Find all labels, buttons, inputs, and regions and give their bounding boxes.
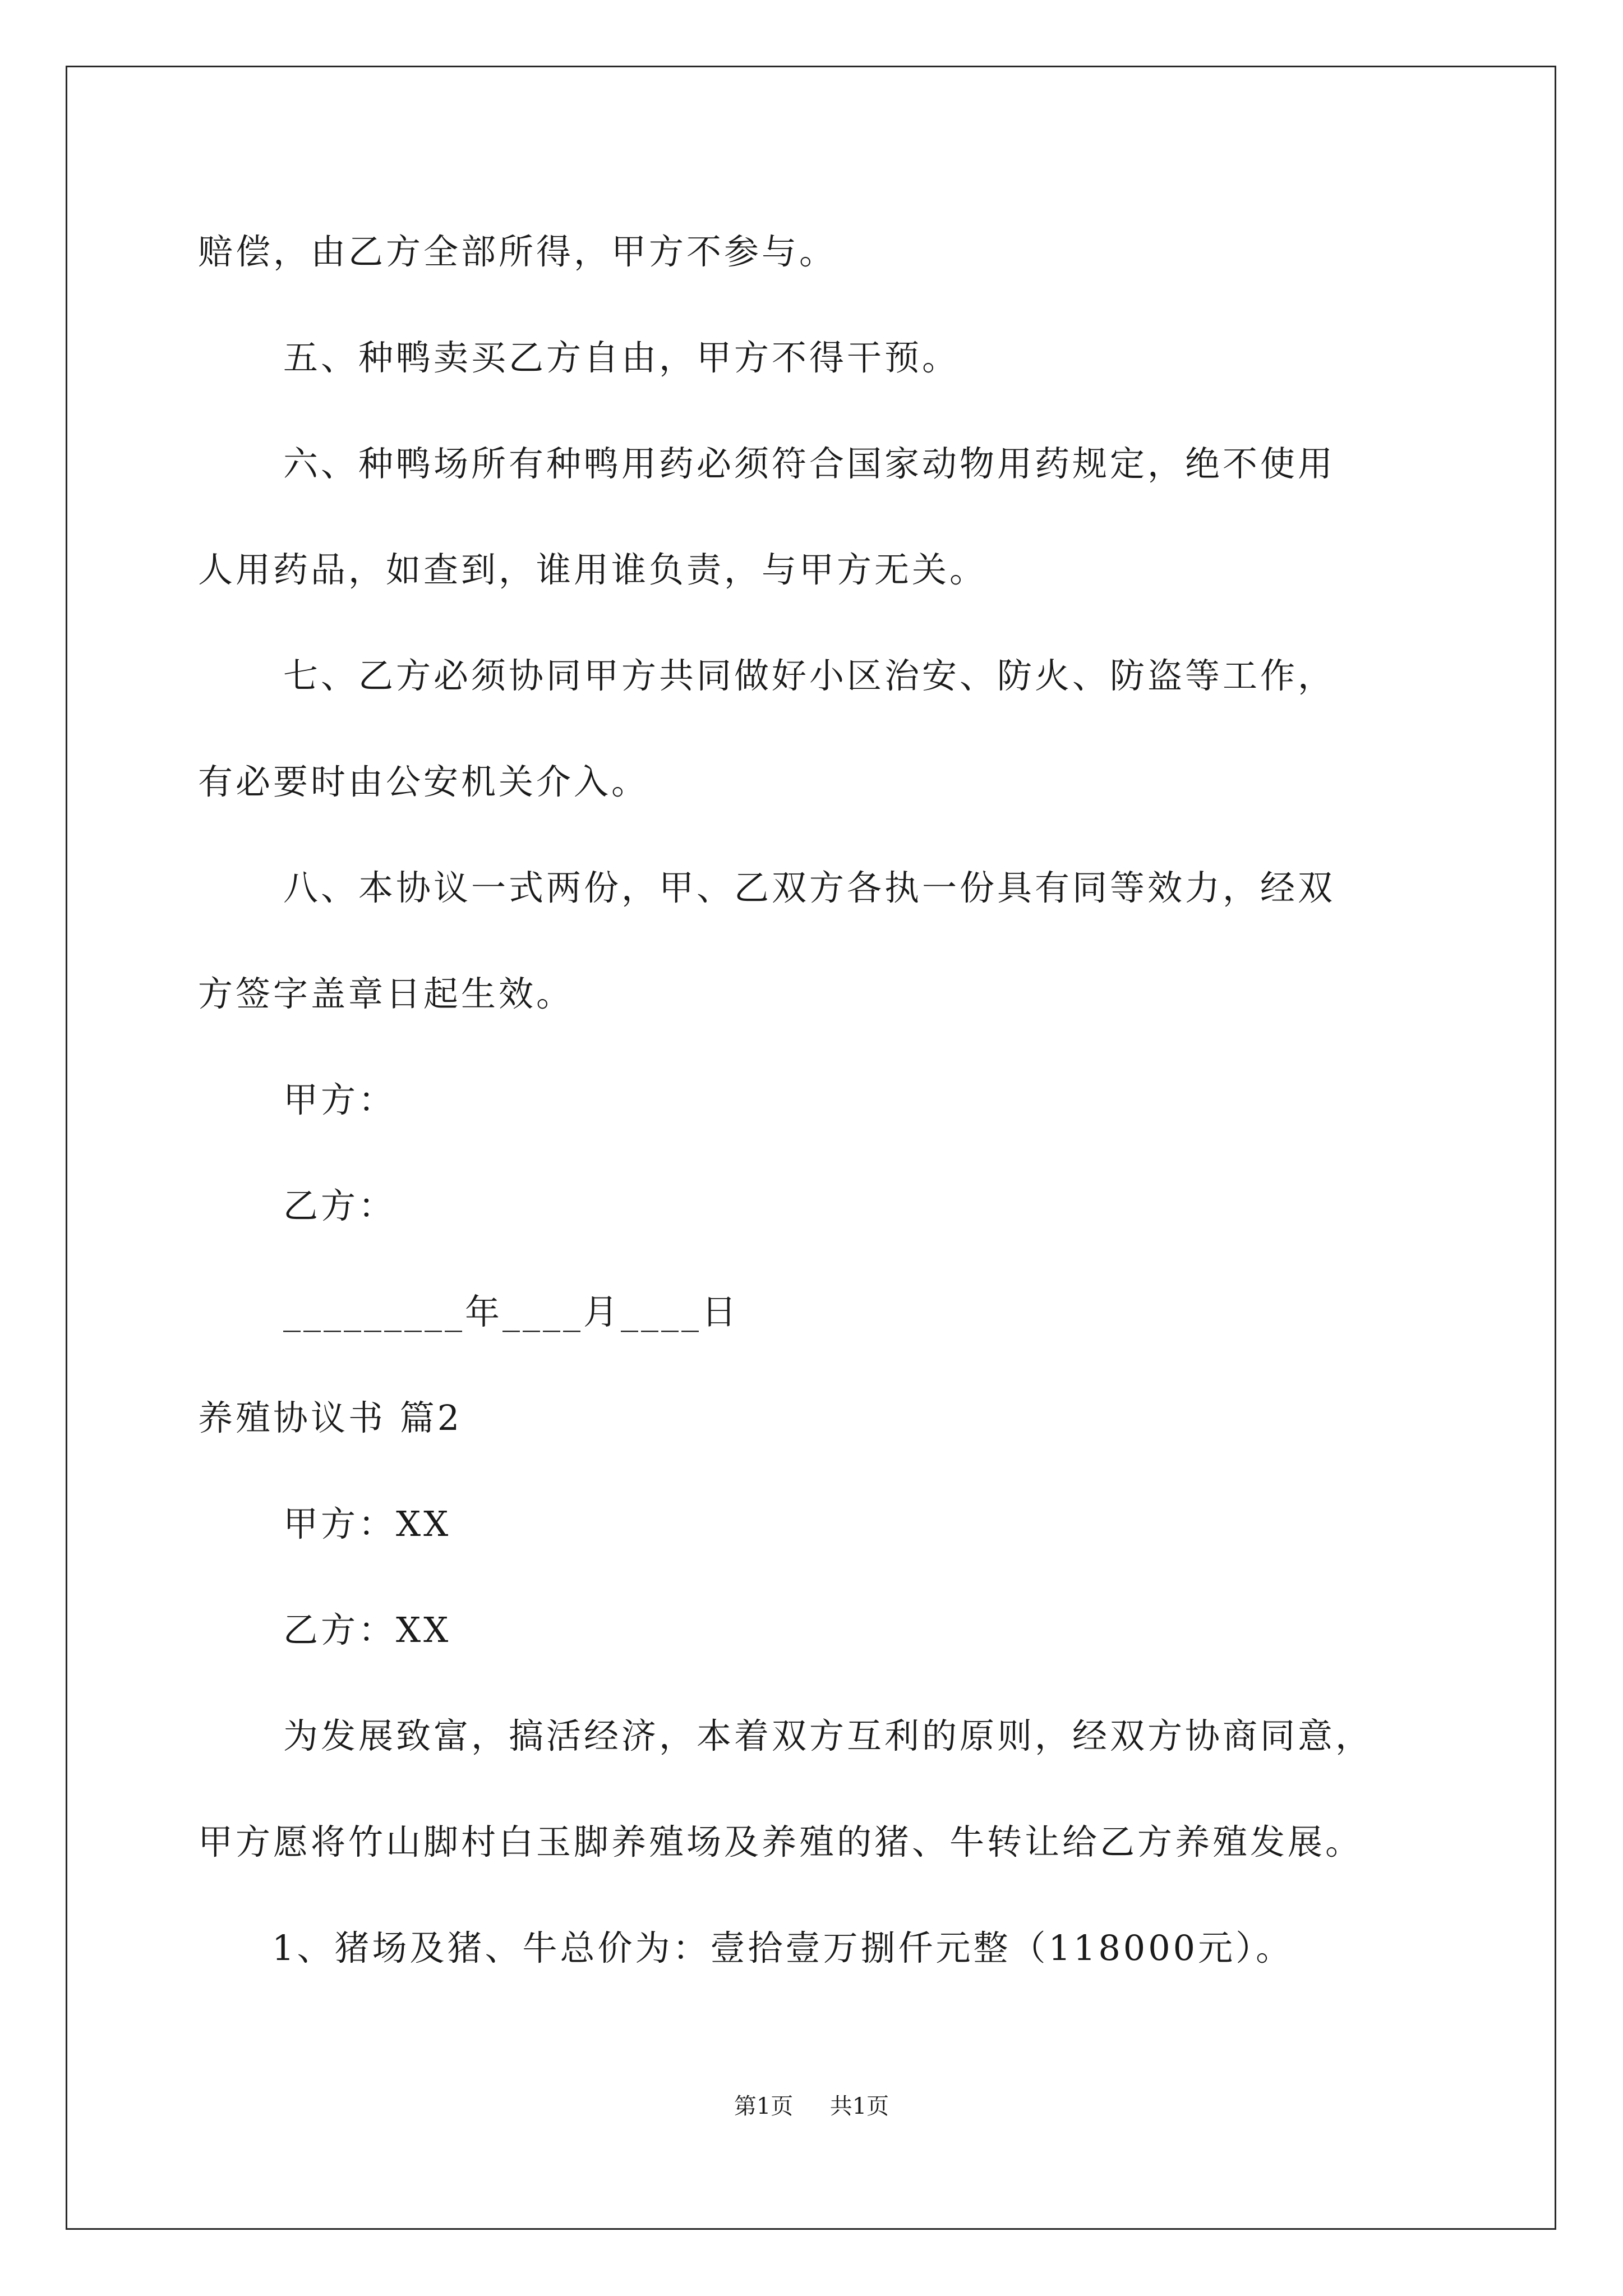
- party-b-line: 乙方：XX: [283, 1609, 451, 1650]
- section-heading: 养殖协议书 篇2: [198, 1397, 463, 1438]
- page-total: 共1页: [829, 2093, 889, 2119]
- page-border: [66, 66, 1556, 2230]
- text-line: 五、种鸭卖买乙方自由，甲方不得干预。: [283, 337, 960, 378]
- signature-party-b: 乙方：: [283, 1185, 396, 1226]
- text-line: 赔偿，由乙方全部所得，甲方不参与。: [198, 231, 837, 272]
- text-line: 方签字盖章日起生效。: [198, 973, 574, 1014]
- signature-party-a: 甲方：: [283, 1079, 396, 1120]
- text-line: 八、本协议一式两份，甲、乙双方各执一份具有同等效力，经双: [283, 867, 1336, 908]
- text-line: 有必要时由公安机关介入。: [198, 761, 649, 802]
- text-line: 1、猪场及猪、牛总价为：壹拾壹万捌仟元整（118000元）。: [272, 1927, 1294, 1968]
- page-number: 第1页: [734, 2093, 794, 2119]
- party-a-line: 甲方：XX: [283, 1503, 451, 1544]
- text-line: 七、乙方必须协同甲方共同做好小区治安、防火、防盗等工作，: [283, 655, 1336, 696]
- page-footer: [0, 2095, 1623, 2118]
- text-line: 为发展致富，搞活经济，本着双方互利的原则，经双方协商同意，: [283, 1715, 1373, 1756]
- date-line: _________年____月____日: [283, 1291, 739, 1332]
- text-line: 六、种鸭场所有种鸭用药必须符合国家动物用药规定，绝不使用: [283, 443, 1336, 484]
- text-line: 甲方愿将竹山脚村白玉脚养殖场及养殖的猪、牛转让给乙方养殖发展。: [198, 1821, 1363, 1862]
- text-line: 人用药品，如查到，谁用谁负责，与甲方无关。: [198, 549, 988, 590]
